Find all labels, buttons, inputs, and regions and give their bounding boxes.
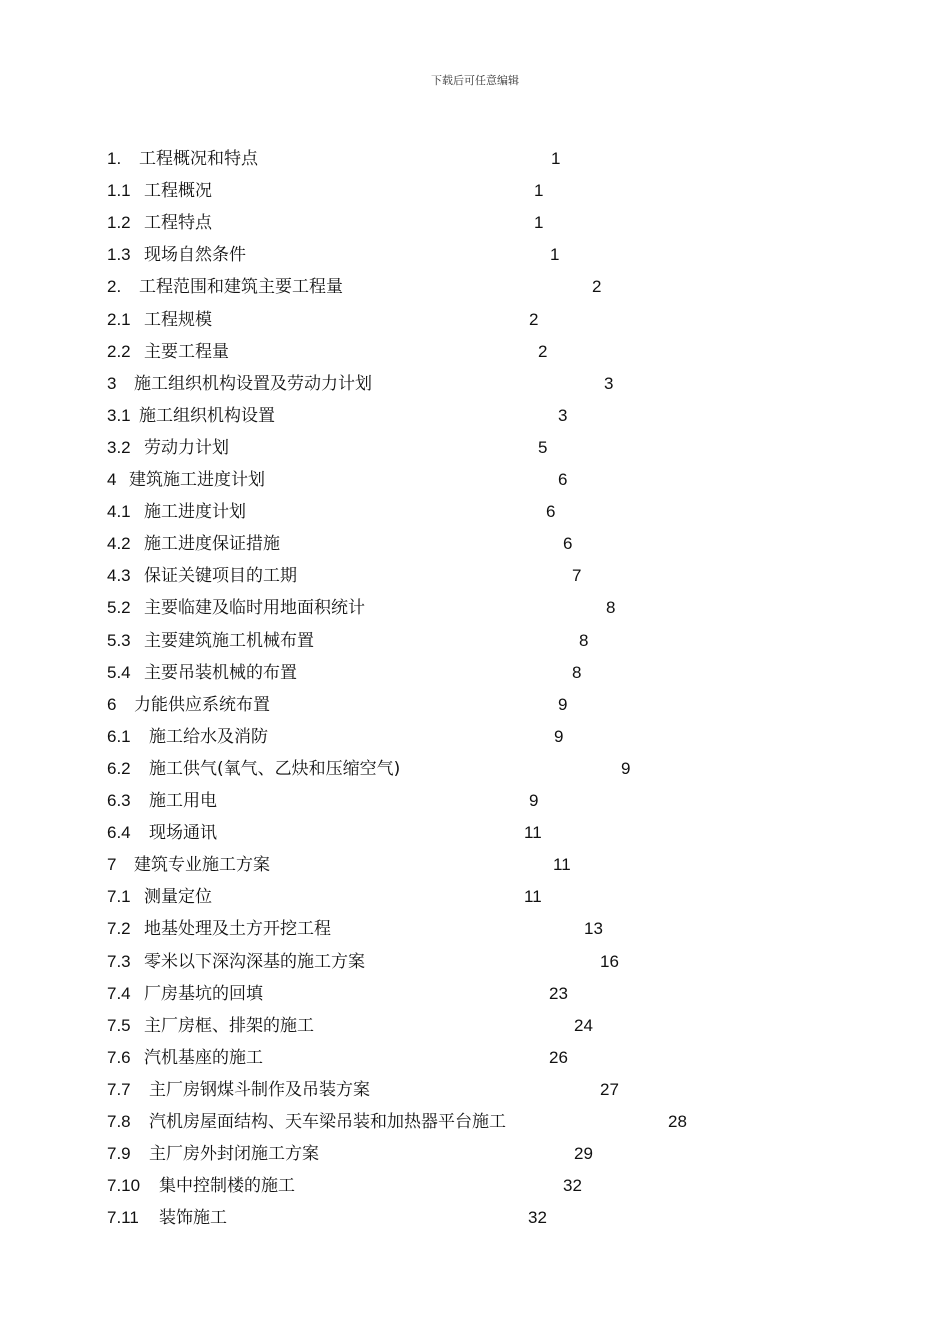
toc-entry-page-number: 6 [563,534,573,554]
toc-entry-label [107,1170,295,1202]
toc-entry[interactable] [107,625,807,657]
toc-entry-title: 测量定位 [144,887,212,908]
toc-entry-label [107,721,268,753]
toc-entry[interactable] [107,432,807,464]
toc-entry-title: 施工供气(氧气、乙炔和压缩空气) [149,758,401,779]
toc-entry-page-number: 11 [553,855,571,875]
toc-entry-title: 施工进度计划 [144,502,246,523]
toc-entry[interactable] [107,946,807,978]
toc-entry-title: 零米以下深沟深基的施工方案 [144,951,365,972]
toc-entry-title: 建筑专业施工方案 [134,855,270,876]
toc-entry-label [107,1138,319,1170]
toc-entry-page-number: 2 [529,309,539,329]
toc-entry-title: 工程概况 [144,181,212,202]
toc-entry-number: 5.3 [107,630,131,650]
toc-entry-label [107,368,372,400]
toc-entry[interactable] [107,496,807,528]
toc-entry-number: 4.2 [107,534,131,554]
toc-entry[interactable] [107,592,807,624]
toc-entry-title: 厂房基坑的回填 [144,983,263,1004]
toc-entry-title: 力能供应系统布置 [134,694,270,715]
toc-entry-page-number: 1 [534,213,544,233]
toc-entry[interactable] [107,271,807,303]
toc-entry-number: 7.11 [107,1208,139,1228]
toc-entry[interactable] [107,368,807,400]
toc-entry-label [107,625,314,657]
toc-entry-title: 工程范围和建筑主要工程量 [139,277,343,298]
toc-entry-title: 汽机基座的施工 [144,1047,263,1068]
toc-entry-label [107,304,212,336]
toc-entry-page-number: 3 [604,373,614,393]
toc-entry-page-number: 23 [549,983,568,1003]
toc-entry-label [107,689,270,721]
toc-entry-title: 主要工程量 [144,341,229,362]
toc-entry-title: 施工用电 [149,791,217,811]
toc-entry-title: 主厂房外封闭施工方案 [149,1144,319,1165]
toc-entry[interactable] [107,978,807,1010]
toc-entry-title: 建筑施工进度计划 [129,470,265,490]
toc-entry-number: 6.1 [107,726,131,746]
toc-entry-number: 6.4 [107,823,131,843]
toc-entry-page-number: 1 [534,181,544,201]
toc-entry-title: 工程规模 [144,309,212,330]
toc-entry-title: 集中控制楼的施工 [159,1176,295,1197]
toc-entry-title: 主厂房框、排架的施工 [144,1015,314,1036]
toc-entry-page-number: 29 [574,1144,593,1164]
toc-entry-label [107,1042,263,1074]
toc-entry-label [107,753,401,785]
toc-entry-page-number: 9 [554,726,564,746]
toc-entry-number: 5.2 [107,598,131,618]
toc-entry-title: 工程概况和特点 [139,149,258,169]
toc-entry-page-number: 9 [621,758,631,778]
toc-entry-label [107,657,297,689]
toc-entry-title: 施工组织机构设置 [139,405,275,426]
toc-entry-number: 4.3 [107,566,131,586]
toc-entry-number: 7.2 [107,919,131,939]
toc-entry-label [107,271,343,303]
toc-entry[interactable] [107,1138,807,1170]
toc-entry-number: 7.1 [107,887,131,907]
toc-entry[interactable] [107,1042,807,1074]
toc-entry-page-number: 2 [592,277,602,297]
toc-entry-page-number: 6 [546,502,556,522]
toc-entry[interactable] [107,721,807,753]
toc-entry-label [107,175,212,207]
toc-entry-label [107,464,265,496]
toc-entry-number: 6 [107,694,117,714]
toc-entry[interactable] [107,913,807,945]
toc-entry-label [107,978,263,1010]
toc-entry[interactable] [107,143,807,175]
toc-entry[interactable] [107,464,807,496]
toc-entry-label [107,1202,227,1234]
toc-entry[interactable] [107,239,807,271]
toc-entry-label [107,239,246,271]
toc-entry-label [107,207,212,239]
toc-entry-number: 4.1 [107,502,131,522]
toc-entry[interactable] [107,881,807,913]
toc-entry[interactable] [107,817,807,849]
toc-entry-label [107,881,212,913]
toc-entry-page-number: 26 [549,1047,568,1067]
toc-entry-label [107,143,258,175]
toc-entry-page-number: 8 [579,630,589,650]
toc-entry-title: 主厂房钢煤斗制作及吊装方案 [149,1079,370,1100]
toc-entry-label [107,785,217,817]
toc-entry-number: 3 [107,373,117,393]
toc-entry-page-number: 13 [584,919,603,939]
toc-entry[interactable] [107,207,807,239]
page-header: 下载后可任意编辑 [431,74,519,87]
toc-entry-label [107,1074,370,1106]
toc-entry-label [107,432,229,464]
toc-entry[interactable] [107,400,807,432]
toc-entry-number: 7.3 [107,951,131,971]
toc-entry-page-number: 24 [574,1015,593,1035]
toc-entry-number: 5.4 [107,662,131,682]
toc-entry-title: 现场自然条件 [144,245,246,266]
toc-entry[interactable] [107,336,807,368]
toc-entry-title: 施工进度保证措施 [144,534,280,555]
toc-entry-number: 2.1 [107,309,131,329]
toc-entry-number: 1. [107,149,122,168]
toc-entry[interactable] [107,560,807,592]
toc-entry-number: 3.2 [107,437,131,457]
toc-entry-page-number: 3 [558,405,568,425]
toc-entry-page-number: 11 [524,887,542,907]
toc-entry[interactable] [107,753,807,785]
toc-entry-page-number: 1 [550,245,560,265]
toc-entry-label [107,913,331,945]
toc-entry-page-number: 28 [668,1112,687,1131]
toc-entry-number: 6.3 [107,791,131,810]
toc-entry-page-number: 11 [524,823,542,843]
toc-entry-number: 1.1 [107,181,131,201]
toc-entry-number: 7.10 [107,1176,141,1196]
toc-entry-page-number: 9 [529,791,539,810]
toc-entry-number: 4 [107,470,117,489]
toc-entry-label [107,1106,506,1138]
toc-entry-number: 1.3 [107,245,131,265]
toc-entry-label [107,1010,314,1042]
toc-entry-number: 7.8 [107,1112,131,1131]
toc-entry-page-number: 8 [606,598,616,618]
toc-entry[interactable] [107,528,807,560]
toc-entry-title: 主要吊装机械的布置 [144,662,297,683]
toc-entry-number: 7.9 [107,1144,131,1164]
toc-entry-title: 地基处理及土方开挖工程 [144,919,331,940]
toc-entry-title: 主要建筑施工机械布置 [144,630,314,651]
toc-entry-number: 7.5 [107,1015,131,1035]
toc-entry-number: 1.2 [107,213,131,233]
toc-entry[interactable] [107,785,807,817]
toc-entry-page-number: 8 [572,662,582,682]
toc-entry-page-number: 6 [558,470,568,489]
toc-entry-number: 2. [107,277,122,297]
toc-entry-number: 7.7 [107,1079,131,1099]
toc-entry-title: 现场通讯 [149,823,217,844]
toc-entry-title: 施工给水及消防 [149,726,268,747]
toc-entry[interactable] [107,1106,807,1138]
toc-entry-label [107,849,270,881]
toc-entry-page-number: 27 [600,1079,619,1099]
toc-entry-number: 6.2 [107,758,131,778]
toc-entry-label [107,336,229,368]
toc-entry-number: 7.4 [107,983,131,1003]
toc-entry-label [107,817,217,849]
toc-entry[interactable] [107,1074,807,1106]
toc-entry-title: 施工组织机构设置及劳动力计划 [134,373,372,394]
toc-entry-page-number: 9 [558,694,568,714]
toc-entry[interactable] [107,304,807,336]
toc-entry-title: 主要临建及临时用地面积统计 [144,598,365,619]
toc-entry-page-number: 1 [551,149,561,168]
toc-entry[interactable] [107,1202,807,1234]
toc-entry-label [107,560,297,592]
toc-entry-title: 保证关键项目的工期 [144,566,297,587]
toc-entry-number: 7.6 [107,1047,131,1067]
toc-entry[interactable] [107,175,807,207]
toc-entry-page-number: 32 [528,1208,547,1228]
toc-entry-page-number: 7 [572,566,582,586]
toc-entry-title: 汽机房屋面结构、天车梁吊装和加热器平台施工 [149,1112,506,1132]
toc-entry[interactable] [107,689,807,721]
toc-entry[interactable] [107,849,807,881]
toc-entry[interactable] [107,657,807,689]
toc-entry-page-number: 32 [563,1176,582,1196]
toc-entry-page-number: 16 [600,951,619,971]
toc-entry-number: 2.2 [107,341,131,361]
toc-entry-label [107,528,280,560]
toc-entry-title: 劳动力计划 [144,437,229,458]
toc-entry-label [107,946,365,978]
toc-entry-page-number: 5 [538,437,548,457]
toc-entry-number: 3.1 [107,405,131,425]
toc-entry-title: 工程特点 [144,213,212,234]
toc-entry-number: 7 [107,855,117,875]
toc-entry-label [107,496,246,528]
toc-entry-label [107,592,365,624]
toc-entry-page-number: 2 [538,341,548,361]
toc-entry-label [107,400,275,432]
toc-entry[interactable] [107,1010,807,1042]
toc-entry-title: 装饰施工 [159,1208,227,1229]
toc-entry[interactable] [107,1170,807,1202]
